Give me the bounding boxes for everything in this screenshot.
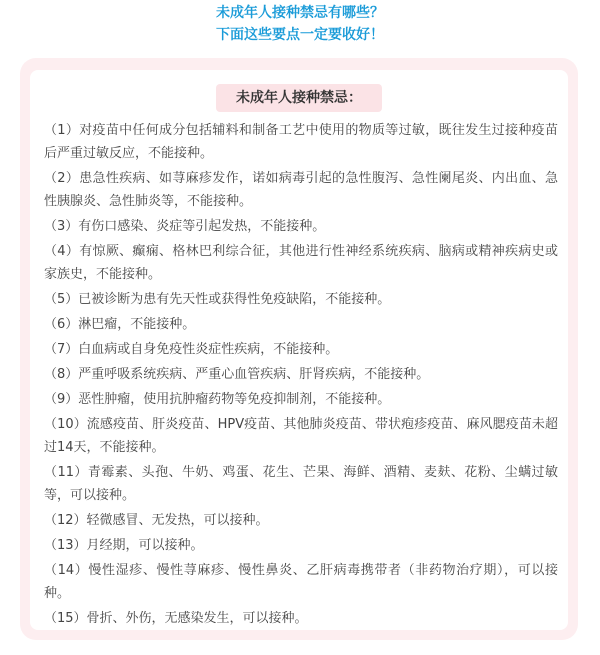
card-content: [30, 70, 568, 630]
list-item: （11）青霉素、头孢、牛奶、鸡蛋、花生、芒果、海鲜、酒精、麦麸、花粉、尘螨过敏等，可以接种。: [44, 465, 558, 503]
list-item: （12）轻微感冒、无发热，可以接种。: [44, 513, 269, 528]
headline-question: 未成年人接种禁忌有哪些？: [216, 5, 384, 21]
list-item: （7）白血病或自身免疫性炎症性疾病，不能接种。: [44, 342, 339, 357]
list-item: （4）有惊厥、癫痫、格林巴利综合征，其他进行性神经系统疾病、脑病或精神疾病史或家族史，不能接种。: [44, 244, 558, 282]
list-item: （1）对疫苗中任何成分包括辅料和制备工艺中使用的物质等过敏，既往发生过接种疫苗后严重过敏反应，不能接种。: [44, 123, 558, 161]
list-item: （3）有伤口感染、炎症等引起发热，不能接种。: [44, 219, 326, 234]
list-item: （9）恶性肿瘤，使用抗肿瘤药物等免疫抑制剂，不能接种。: [44, 392, 391, 407]
card-title-banner: 未成年人接种禁忌：: [216, 84, 382, 112]
list-item: （15）骨折、外伤，无感染发生，可以接种。: [44, 611, 308, 626]
list-item: （2）患急性疾病、如荨麻疹发作，诺如病毒引起的急性腹泻、急性阑尾炎、内出血、急性胰腺炎、急性肺炎等，不能接种。: [44, 171, 558, 209]
list-item: （6）淋巴瘤，不能接种。: [44, 317, 196, 332]
list-item: （13）月经期，可以接种。: [44, 538, 204, 553]
contraindications-list: [44, 119, 558, 632]
headline-reminder: 下面这些要点一定要收好！: [216, 27, 384, 43]
list-item: （5）已被诊断为患有先天性或获得性免疫缺陷，不能接种。: [44, 292, 391, 307]
list-item: （10）流感疫苗、肝炎疫苗、HPV疫苗、其他肺炎疫苗、带状疱疹疫苗、麻风腮疫苗未超过14天，不能接种。: [44, 417, 558, 455]
list-item: （14）慢性湿疹、慢性荨麻疹、慢性鼻炎、乙肝病毒携带者（非药物治疗期），可以接种。: [44, 563, 558, 601]
contraindications-card: [20, 58, 578, 640]
list-item: （8）严重呼吸系统疾病、严重心血管疾病、肝肾疾病，不能接种。: [44, 367, 430, 382]
